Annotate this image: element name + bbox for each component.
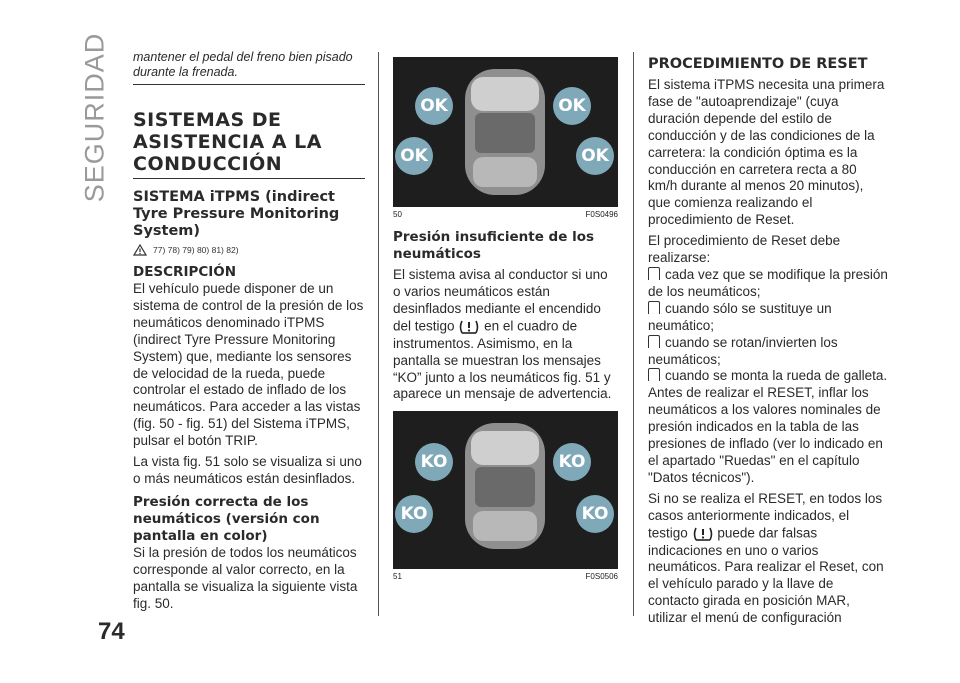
tyre-status-badge: KO bbox=[415, 443, 453, 481]
figure-number: 50 bbox=[393, 210, 402, 219]
list-item bbox=[648, 335, 888, 369]
list-item-text: cuando se rotan/invierten los neumáticos; bbox=[648, 334, 838, 367]
warning-refs bbox=[133, 244, 365, 256]
description-paragraph-2: La vista fig. 51 solo se visualiza si uno o más neumáticos están desinflados. bbox=[133, 454, 362, 486]
list-item-text: cuando sólo se sustituye un neumático; bbox=[648, 300, 832, 333]
tyre-status-badge: OK bbox=[576, 137, 614, 175]
tyre-pressure-warning-icon bbox=[692, 525, 714, 543]
reset-heading: PROCEDIMIENTO DE RESET bbox=[648, 56, 868, 72]
page-number: 74 bbox=[98, 618, 125, 645]
column-2 bbox=[393, 57, 618, 591]
description-heading: DESCRIPCIÓN bbox=[133, 264, 237, 280]
bullet-icon bbox=[648, 335, 660, 348]
side-tab-label: SEGURIDAD bbox=[79, 32, 110, 202]
reset-paragraph-4 bbox=[648, 491, 888, 627]
figure-code: F0S0496 bbox=[585, 210, 618, 219]
column-1 bbox=[133, 50, 365, 613]
reset-text-b: puede dar falsas indicaciones en uno o varios neumáticos. Para realizar el Reset, con el vehículo parado y la llave de contacto girada en posición MAR, utilizar el menú de configuración bbox=[648, 525, 884, 626]
tyre-status-badge: KO bbox=[553, 443, 591, 481]
figure-51-caption bbox=[393, 572, 618, 581]
bullet-icon bbox=[648, 301, 660, 314]
list-item bbox=[648, 301, 888, 335]
figure-51 bbox=[393, 411, 618, 569]
section-title: SISTEMAS DE ASISTENCIA A LA CONDUCCIÓN bbox=[133, 109, 365, 179]
description-paragraph-1: El vehículo puede disponer de un sistema de control de la presión de los neumáticos denominado iTPMS (indirect Tyre Pressure Monitoring System) que, mediante los sensores de velocidad de la rueda, puede controlar el estado de inflado de los neumáticos. Para acceder a las vistas (fig. 50 - fig. 51) del Sistema iTPMS, pulsar el botón TRIP. bbox=[133, 281, 364, 449]
column-divider-1 bbox=[378, 52, 379, 616]
insufficient-pressure-paragraph bbox=[393, 267, 618, 403]
figure-50 bbox=[393, 57, 618, 207]
reset-paragraph-2: El procedimiento de Reset debe realizarse: bbox=[648, 233, 841, 266]
tyre-status-badge: OK bbox=[415, 87, 453, 125]
figure-50-caption bbox=[393, 210, 618, 219]
list-item bbox=[648, 267, 888, 301]
insufficient-text-b: en el cuadro de instrumentos. Asimismo, en la pantalla se muestran los mensajes “KO” junto a los neumáticos fig. 51 y aparece un mensaje de advertencia. bbox=[393, 318, 612, 402]
column-divider-2 bbox=[633, 52, 634, 616]
correct-pressure-heading: Presión correcta de los neumáticos (versión con pantalla en color) bbox=[133, 493, 320, 544]
list-item-text: cuando se monta la rueda de galleta. bbox=[665, 368, 888, 384]
tyre-status-badge: OK bbox=[553, 87, 591, 125]
tyre-pressure-warning-icon bbox=[458, 318, 480, 336]
tyre-status-badge: KO bbox=[395, 495, 433, 533]
figure-code: F0S0506 bbox=[585, 572, 618, 582]
figure-number: 51 bbox=[393, 572, 402, 582]
tyre-status-badge: KO bbox=[576, 495, 614, 533]
list-item-text: cada vez que se modifique la presión de los neumáticos; bbox=[648, 266, 888, 299]
reset-text-a: Si no se realiza el RESET, en todos los casos anteriormente indicados, el testigo bbox=[648, 490, 883, 541]
list-item bbox=[648, 368, 888, 385]
insufficient-text-a: El sistema avisa al conductor si uno o varios neumáticos están desinflados mediante el encendido del testigo bbox=[393, 267, 608, 334]
reset-bullet-list bbox=[648, 267, 888, 385]
car-top-view-image bbox=[455, 65, 555, 199]
insufficient-pressure-heading: Presión insuficiente de los neumáticos bbox=[393, 229, 595, 262]
warning-triangle-icon bbox=[133, 244, 147, 256]
continued-note: mantener el pedal del freno bien pisado durante la frenada. bbox=[133, 50, 365, 85]
column-3 bbox=[648, 56, 888, 627]
car-top-view-image bbox=[455, 419, 555, 553]
bullet-icon bbox=[648, 368, 660, 381]
warning-refs-text: 77) 78) 79) 80) 81) 82) bbox=[153, 245, 239, 255]
system-title: SISTEMA iTPMS (indirect Tyre Pressure Monitoring System) bbox=[133, 189, 340, 239]
reset-paragraph-3: Antes de realizar el RESET, inflar los neumáticos a los valores nominales de presión indicados en la tabla de las presiones de inflado (ver lo indicado en el apartado "Ruedas" en el capítulo "Datos técnicos"). bbox=[648, 385, 883, 485]
tyre-status-badge: OK bbox=[395, 137, 433, 175]
bullet-icon bbox=[648, 267, 660, 280]
reset-paragraph-1: El sistema iTPMS necesita una primera fase de "autoaprendizaje" (cuya duración depende del estilo de conducción y de las condiciones de la carretera: la condición óptima es la conducción en carretera recta a 80 km/h durante al menos 20 minutos), que comienza realizando el procedimiento de Reset. bbox=[648, 77, 885, 228]
section-side-tab bbox=[70, 32, 120, 202]
correct-pressure-paragraph: Si la presión de todos los neumáticos corresponde al valor correcto, en la pantalla se visualiza la siguiente vista fig. 50. bbox=[133, 544, 358, 611]
